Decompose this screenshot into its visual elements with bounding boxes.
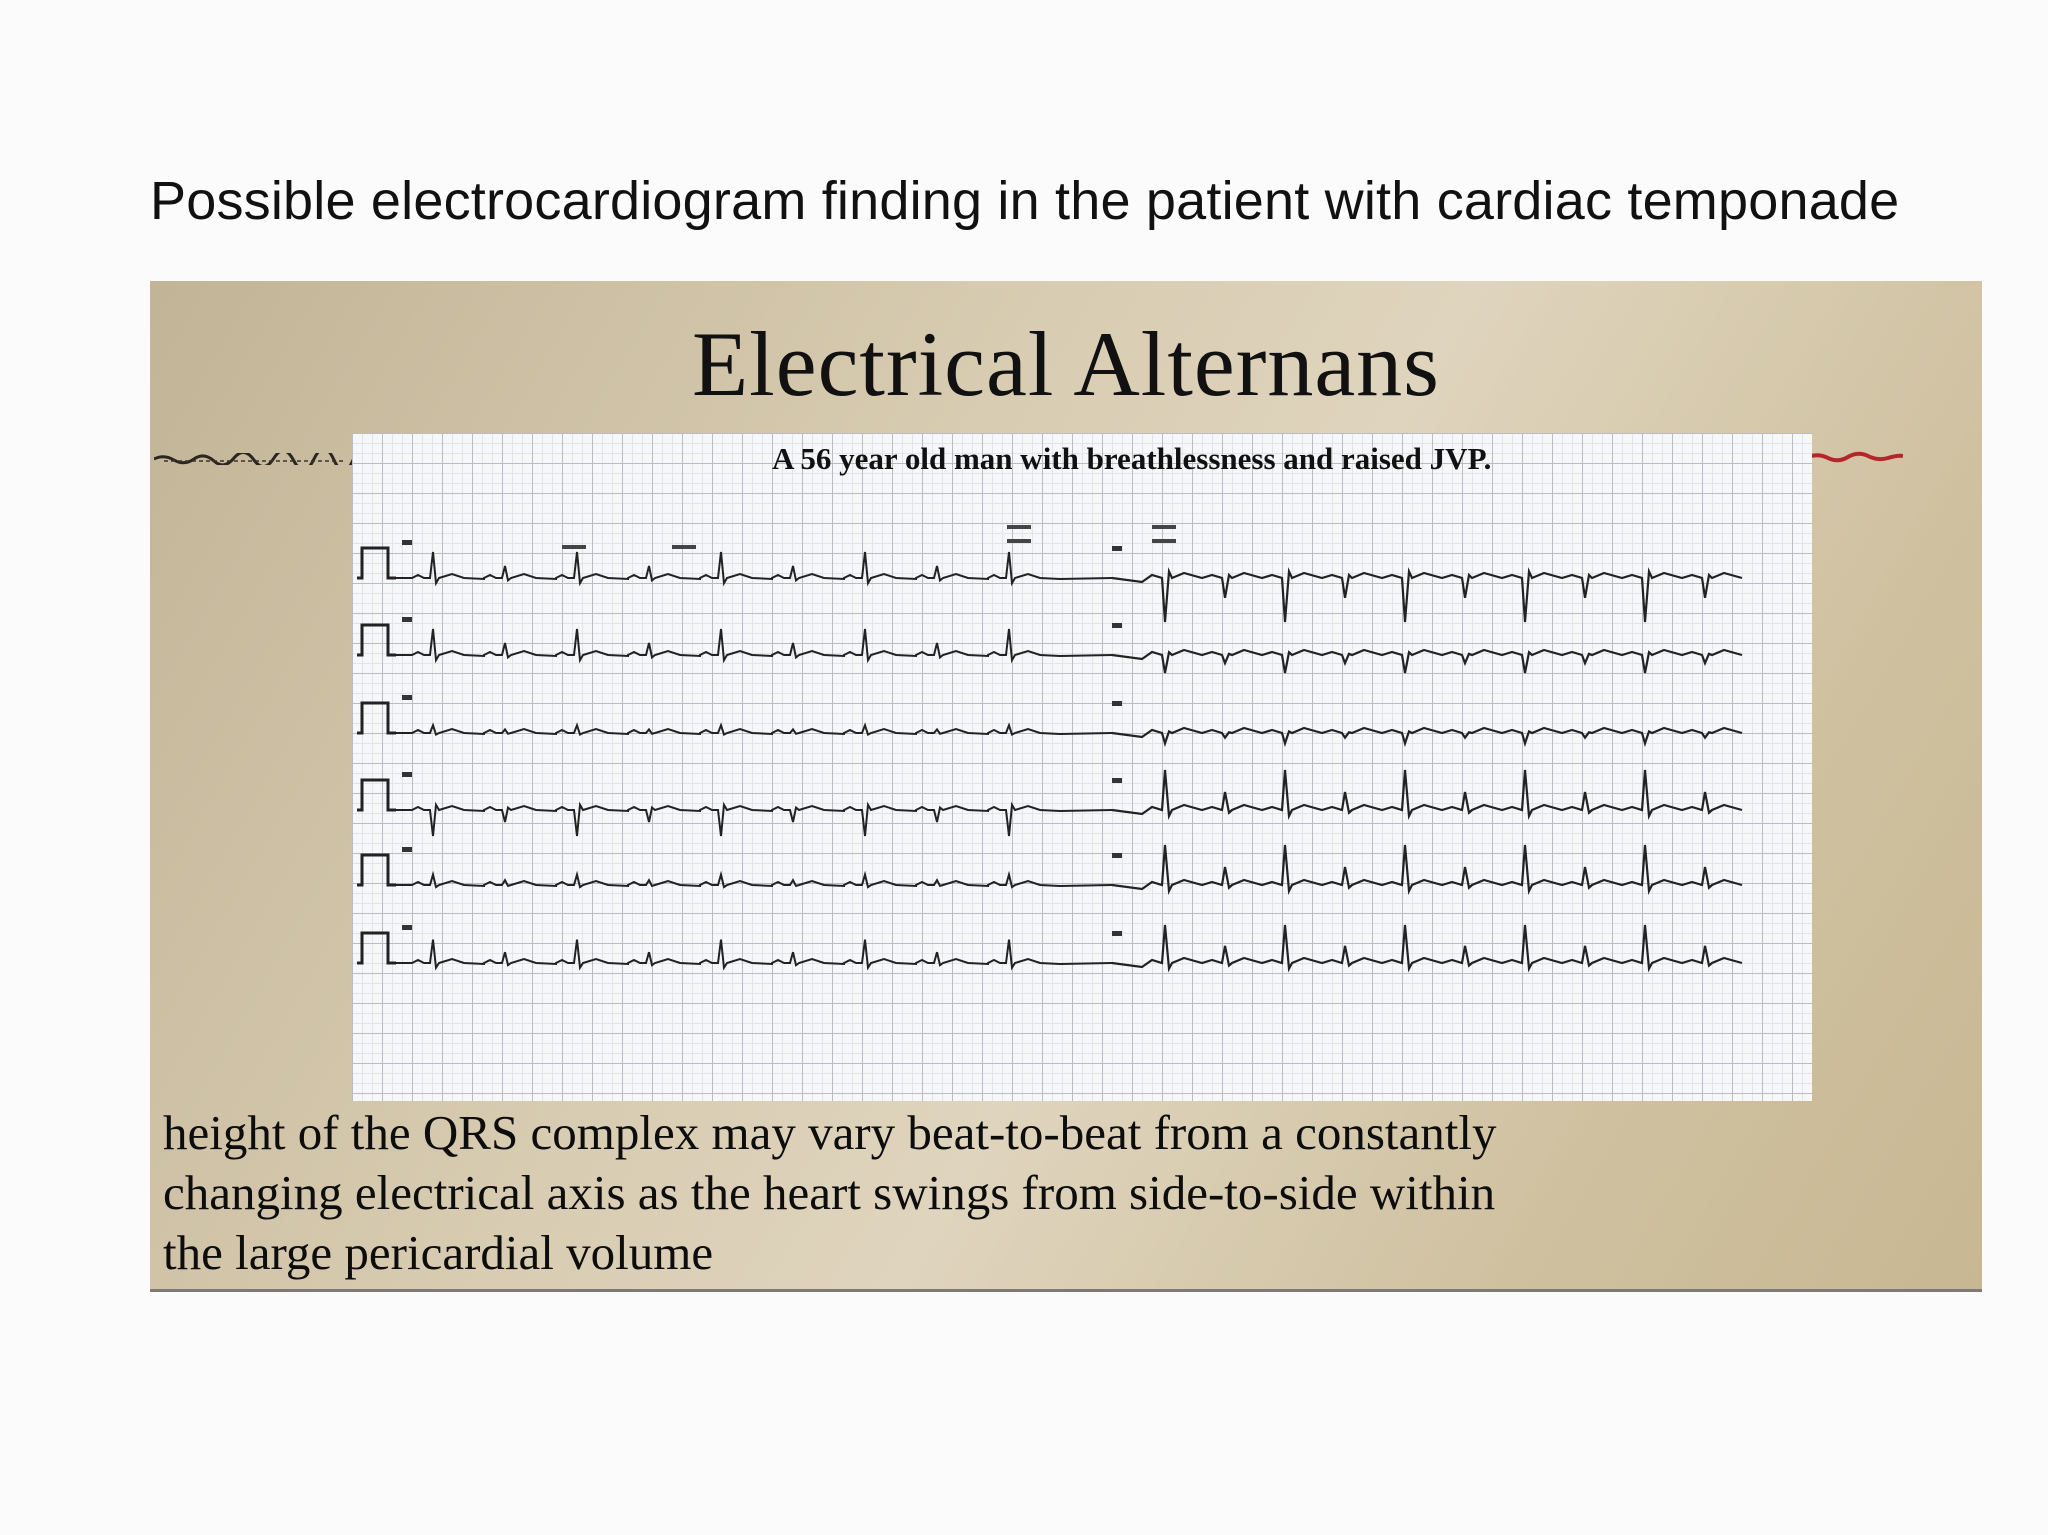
ecg-trace-left [396,875,1112,887]
lead-label-mark [402,617,412,622]
lead-label-mark [1112,546,1122,551]
lead-label-mark [402,772,412,777]
ecg-trace-right [1112,571,1742,622]
lead-label-mark [1112,931,1122,936]
ecg-trace-left [396,552,1112,583]
ecg-strip [352,433,1812,1101]
handwriting-scribble-right [1808,451,1903,463]
handwriting-scribble-left [154,453,354,465]
ecg-traces [352,433,1812,1101]
figure-heading: Electrical Alternans [691,313,1440,415]
ecg-trace-right [1112,845,1742,891]
lead-label-mark [1112,853,1122,858]
lead-label-mark [1112,623,1122,628]
strip-header-mark [1007,525,1031,529]
figure-description [163,1103,1973,1283]
ecg-trace-left [396,725,1112,734]
calibration-pulse [357,548,396,578]
calibration-pulse [357,780,396,810]
strip-header-mark [672,545,696,549]
calibration-pulse [357,933,396,963]
calibration-pulse [357,855,396,885]
description-line: height of the QRS complex may vary beat-to-beat from a constantly [163,1105,1497,1160]
ecg-caption: A 56 year old man with breathlessness and raised JVP. [772,441,1492,476]
lead-label-mark [402,847,412,852]
lead-label-mark [402,540,412,545]
ecg-trace-right [1112,770,1742,816]
ecg-trace-right [1112,925,1742,969]
lead-label-mark [1112,778,1122,783]
lead-label-mark [402,925,412,930]
description-line: changing electrical axis as the heart swings from side-to-side within [163,1165,1496,1220]
ecg-trace-right [1112,650,1742,673]
ecg-trace-right [1112,728,1742,743]
description-line: the large pericardial volume [163,1225,714,1280]
strip-header-mark [1152,525,1176,529]
calibration-pulse [357,625,396,655]
ecg-trace-left [396,629,1112,660]
lead-label-mark [1112,701,1122,706]
strip-header-mark [1007,539,1031,543]
electrical-alternans-figure [150,281,1982,1292]
calibration-pulse [357,703,396,733]
strip-header-mark [1152,539,1176,543]
slide-title: Possible electrocardiogram finding in the patient with cardiac temponade [150,171,1900,231]
ecg-trace-left [396,805,1112,836]
lead-label-mark [402,695,412,700]
ecg-trace-left [396,940,1112,968]
strip-header-mark [562,545,586,549]
